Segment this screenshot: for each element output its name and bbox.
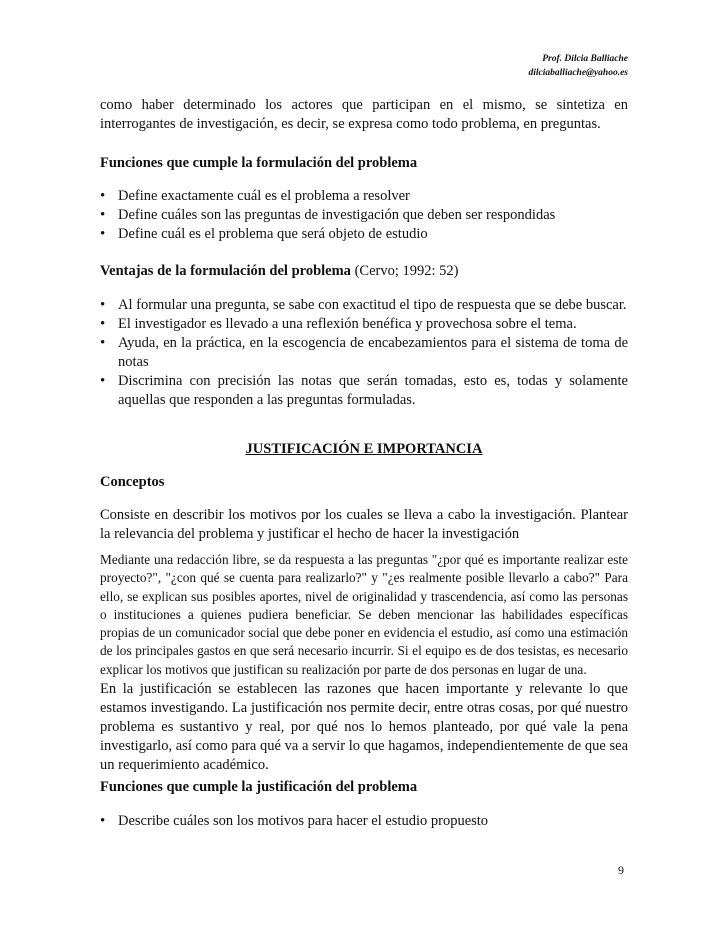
section2-heading-text: Ventajas de la formulación del problema	[100, 263, 351, 279]
header-email: dilciaballiache@yahoo.es	[528, 68, 628, 78]
conceptos-heading-text: Conceptos	[100, 474, 165, 490]
section1-heading	[100, 154, 628, 173]
section2-citation: (Cervo; 1992: 52)	[350, 263, 459, 279]
conceptos-heading	[100, 473, 628, 492]
main-title	[100, 441, 628, 458]
section3-heading-text: Funciones que cumple la justificación del problema	[100, 779, 418, 795]
section1-heading-text: Funciones que cumple la formulación del problema	[100, 155, 418, 171]
section3-list	[100, 812, 628, 831]
page-header	[529, 52, 628, 80]
paragraph-justification: En la justificación se establecen las razones que hacen importante y relevante lo que estamos investigando. La justificación nos permite decir, entre otras cosas, por qué nuestro problema es sustantivo y real, por qué nos lo hemos planteado, por qué vale la pena investigarlo, así como para qué va a servir lo que hagamos, independientemente de que sea un requerimiento académico.	[100, 681, 628, 773]
list-item: • Al formular una pregunta, se sabe con exactitud el tipo de respuesta que se debe buscar.	[100, 296, 628, 315]
list-item: • Define cuál es el problema que será objeto de estudio	[100, 225, 628, 244]
header-author: Prof. Dilcia Balliache	[542, 54, 628, 64]
section2-heading	[100, 262, 628, 281]
list-item: • Define cuáles son las preguntas de investigación que deben ser respondidas	[100, 206, 628, 225]
paragraph-questions: Mediante una redacción libre, se da respuesta a las preguntas "¿por qué es importante realizar este proyecto?", "¿con qué se cuenta para realizarlo?" y "¿es realmente posible llevarlo a cabo?" Para ello, se explican sus posibles aportes, nivel de originalidad y trascendencia, así como las personas o instituciones a quienes pudiera beneficiar. Se deben mencionar las habilidades específicas propias de un comunicador social que debe poner en evidencia el estudio, así como una estimación de los principales gastos en que será necesario incurrir. Si el equipo es de dos tesistas, es necesario explicar los motivos que justifican su realización por parte de dos personas en lugar de una.	[100, 552, 628, 677]
section3-heading	[100, 778, 628, 797]
list-item: • Discrimina con precisión las notas que serán tomadas, esto es, todas y solamente aquellas que responden a las preguntas formuladas.	[100, 372, 628, 410]
list-item: • El investigador es llevado a una reflexión benéfica y provechosa sobre el tema.	[100, 315, 628, 334]
list-item: • Describe cuáles son los motivos para hacer el estudio propuesto	[100, 812, 628, 831]
section1-list	[100, 187, 628, 244]
list-item: • Ayuda, en la práctica, en la escogencia de encabezamientos para el sistema de toma de notas	[100, 334, 628, 372]
page-number: 9	[618, 863, 624, 877]
section2-list	[100, 296, 628, 410]
paragraph-definition: Consiste en describir los motivos por los cuales se lleva a cabo la investigación. Plantear la relevancia del problema y justificar el hecho de hacer la investigación	[100, 507, 628, 542]
list-item: • Define exactamente cuál es el problema a resolver	[100, 187, 628, 206]
main-title-text: JUSTIFICACIÓN E IMPORTANCIA	[245, 441, 483, 457]
intro-paragraph: como haber determinado los actores que participan en el mismo, se sintetiza en interrogantes de investigación, es decir, se expresa como todo problema, en preguntas.	[100, 97, 628, 132]
